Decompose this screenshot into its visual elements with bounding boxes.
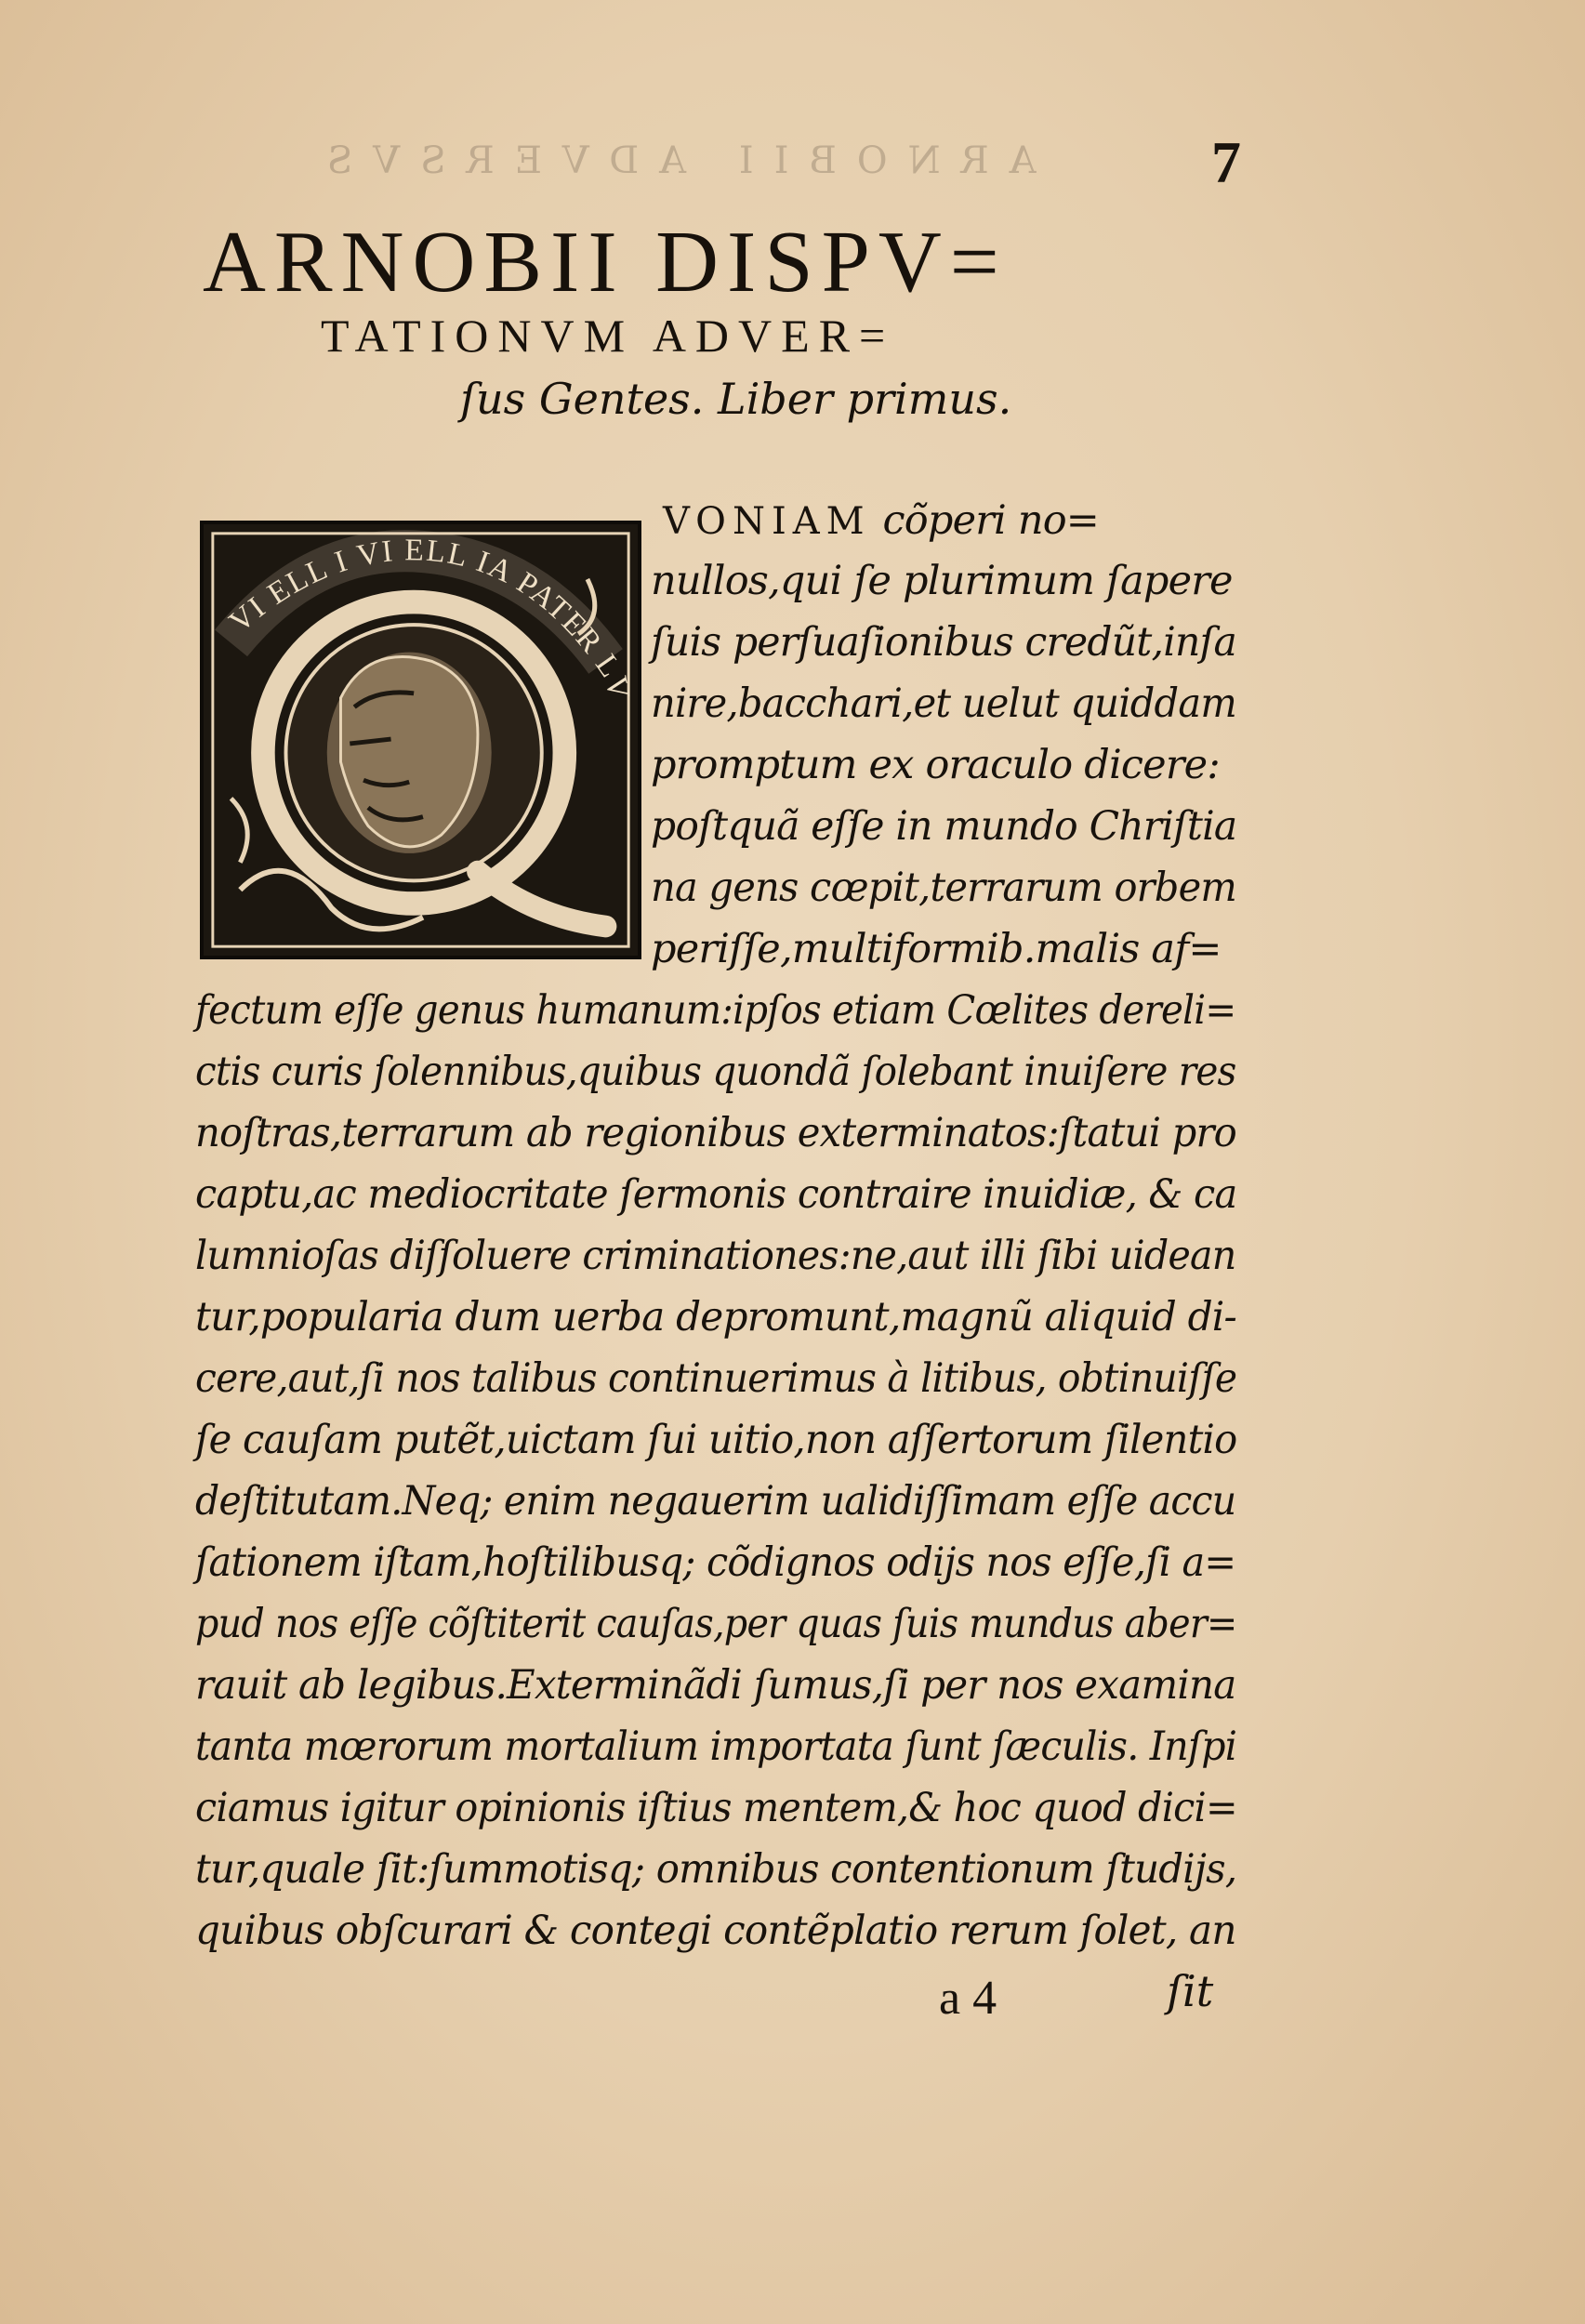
text-line-7: na gens cœpit,terrarum orbem (651, 865, 1237, 911)
text-line-21: tanta mœrorum mortalium importata ſunt ſæculis. Inſpi (195, 1723, 1237, 1770)
text-line-11: noſtras,terrarum ab regionibus exterminatos:ſtatui pro (195, 1110, 1236, 1156)
text-line-23: tur,quale ſit:ſummotisq; omnibus contentionum ſtudijs, (195, 1846, 1237, 1893)
text-line-5: promptum ex oraculo dicere: (651, 742, 1220, 788)
text-line-19: pud nos eſſe cõſtiterit cauſas,per quas ſuis mundus aber= (195, 1601, 1237, 1647)
initial-inscription: VI ELL I VI ELL IA PATER LV (222, 533, 637, 704)
text-line-14: tur,popularia dum uerba depromunt,magnũ aliquid di- (195, 1294, 1236, 1340)
text-line-24: quibus obſcurari & contegi contẽplatio rerum ſolet, an (195, 1908, 1236, 1954)
bleed-through-text: ARNOBII ADVERSVS (307, 139, 1037, 182)
text-line-8: periſſe,multiformib.malis af= (651, 926, 1222, 972)
text-line-13: lumnioſas diſſoluere criminationes:ne,aut illi ſibi uidean (195, 1233, 1236, 1279)
title-line-3: ſus Gentes. Liber primus. (460, 374, 1012, 424)
catchword: ſit (1167, 1966, 1214, 2016)
first-word: VONIAM (663, 500, 871, 543)
text-line-17: deſtitutam.Neq; enim negauerim ualidiſſimam eſſe accu (195, 1478, 1236, 1525)
text-line-3: ſuis perſuaſionibus credũt,inſa (651, 619, 1236, 666)
text-line-15: cere,aut,ſi nos talibus continuerimus à litibus, obtinuiſſe (195, 1355, 1237, 1402)
text-line-20: rauit ab legibus.Exterminãdi ſumus,ſi per nos examina (195, 1662, 1236, 1709)
initial-woodcut (204, 524, 638, 956)
title-line-1: ARNOBII DISPV= (203, 214, 1008, 310)
text-line-18: ſationem iſtam,hoſtilibusq; cõdignos odijs nos eſſe,ſi a= (195, 1539, 1236, 1586)
text-line-2: nullos,qui ſe plurimum ſapere (651, 558, 1233, 604)
text-line-4: nire,bacchari,et uelut quiddam (651, 680, 1236, 727)
text-line-1: VONIAM cõperi no= (663, 497, 1100, 544)
signature-mark: a 4 (939, 1972, 997, 2025)
text-line-16: ſe cauſam putẽt,uictam ſui uitio,non aſſertorum ſilentio (195, 1417, 1237, 1463)
page-number: 7 (1211, 129, 1241, 195)
text-line-12: captu,ac mediocritate ſermonis contraire inuidiæ, & ca (195, 1171, 1237, 1218)
text-line-9: fectum eſſe genus humanum:ipſos etiam Cœlites dereli= (195, 987, 1236, 1034)
text-line-10: ctis curis ſolennibus,quibus quondã ſolebant inuiſere res (195, 1049, 1236, 1095)
text-line-22: ciamus igitur opinionis iſtius mentem,& hoc quod dici= (195, 1785, 1237, 1831)
text-line-6: poſtquã eſſe in mundo Chriſtia (651, 803, 1237, 850)
decorated-initial (200, 521, 641, 959)
title-line-2: TATIONVM ADVER= (321, 310, 895, 362)
